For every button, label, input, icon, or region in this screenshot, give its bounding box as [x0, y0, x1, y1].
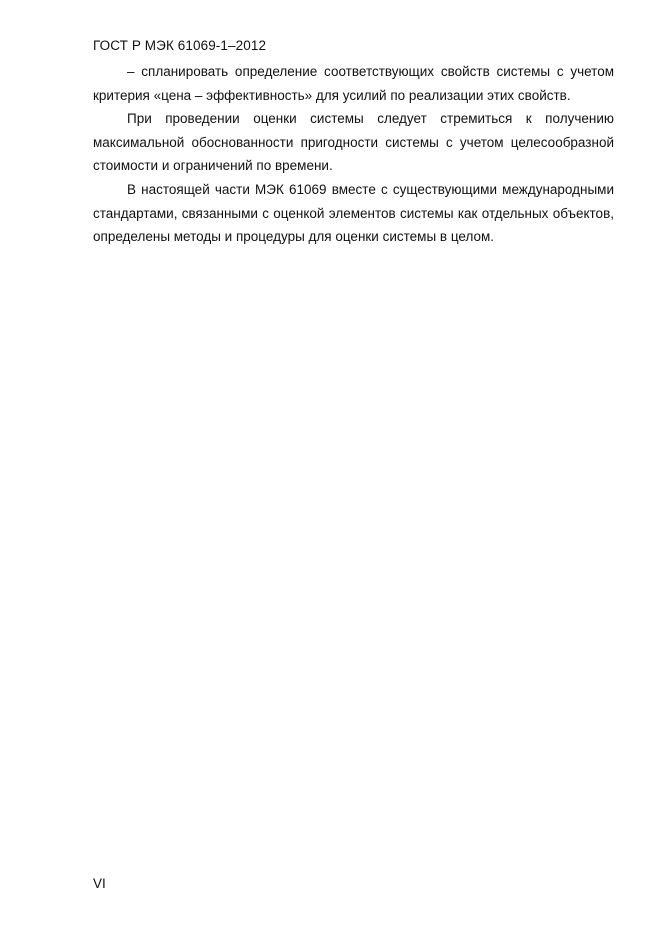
document-body — [93, 60, 614, 249]
page-number: VI — [93, 876, 106, 891]
paragraph-assessment-validity: При проведении оценки системы следует стремиться к получению максимальной обоснованности пригодности системы с учетом целесообразной стоимости и ограничений по времени. — [93, 111, 614, 174]
document-header: ГОСТ Р МЭК 61069-1–2012 — [93, 38, 267, 53]
paragraph-methods-procedures: В настоящей части МЭК 61069 вместе с существующими международными стандартами, связанными с оценкой элементов системы как отдельных объектов, определены методы и процедуры для оценки системы в целом. — [93, 181, 614, 245]
paragraph-cost-effectiveness: – спланировать определение соответствующих свойств системы с учетом критерия «цена – эффективность» для усилий по реализации этих свойств. — [93, 64, 614, 103]
